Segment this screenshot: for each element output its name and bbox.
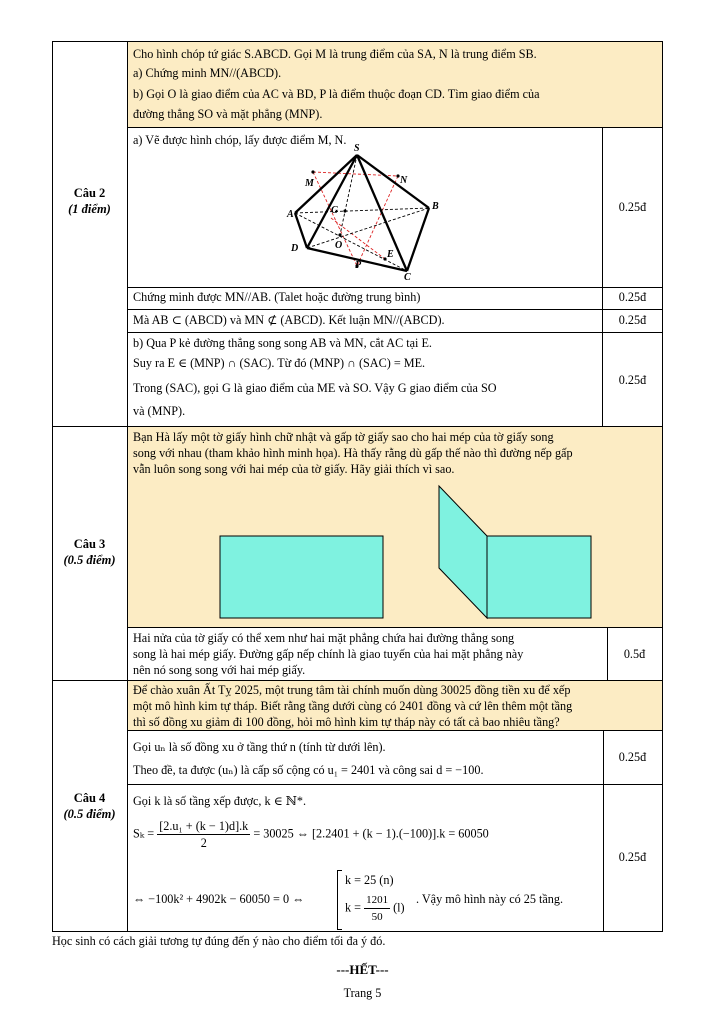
- cau4-problem-line1: Để chào xuân Ất Tỵ 2025, một trung tâm tài chính muốn dùng 30025 đồng tiền xu để xếp: [133, 683, 571, 697]
- cau4-r2-score: 0.25đ: [618, 850, 647, 864]
- cau2-problem-line1: Cho hình chóp tứ giác S.ABCD. Gọi M là trung điểm của SA, N là trung điểm SB.: [133, 47, 537, 61]
- quadratic-equation: ⇔ −100k² + 4902k − 60050 = 0 ⇔: [133, 892, 305, 906]
- cau4-r1-score: 0.25đ: [618, 750, 647, 764]
- paper-fold-figure: [210, 482, 690, 622]
- cau2-problem-line2: a) Chứng minh MN//(ABCD).: [133, 66, 282, 80]
- svg-text:C: C: [404, 272, 411, 283]
- cau2-row4-line3: Trong (SAC), gọi G là giao điểm của ME và SO. Vậy G giao điểm của SO: [133, 381, 497, 395]
- cau2-row4-line4: và (MNP).: [133, 404, 186, 418]
- svg-text:D: D: [291, 243, 299, 254]
- case-1: k = 25 (n): [345, 873, 394, 887]
- svg-text:P: P: [355, 260, 362, 271]
- cau2-problem-line4: đường thẳng SO và mặt phẳng (MNP).: [133, 107, 323, 121]
- cau2-row4-line2: Suy ra E ∈ (MNP) ∩ (SAC). Từ đó (MNP) ∩ (SAC) = ME.: [133, 356, 426, 370]
- case-2: k = $\frac{1201}{50}$ (l): [345, 894, 405, 923]
- cau3-answer-line1: Hai nửa của tờ giấy có thể xem như hai mặt phẳng chứa hai đường thẳng song: [133, 631, 515, 645]
- cau2-row4-line1: b) Qua P kẻ đường thẳng song song AB và MN, cắt AC tại E.: [133, 336, 432, 350]
- footer-note: Học sinh có cách giải tương tự đúng đến ý nào cho điểm tối đa ý đó.: [52, 934, 386, 948]
- cau3-answer-line2: song là hai mép giấy. Đường gấp nếp chính là giao tuyến của hai mặt phẳng này: [133, 647, 524, 661]
- svg-text:G: G: [331, 205, 339, 216]
- cau3-problem-line1: Bạn Hà lấy một tờ giấy hình chữ nhật và gấp tờ giấy sao cho hai mép của tờ giấy song: [133, 430, 554, 444]
- system-brace: [337, 870, 338, 930]
- cau3-problem-line2: song với nhau (tham khảo hình minh họa). Hà thấy rằng dù gấp thế nào thì đường nếp gấp: [133, 446, 573, 460]
- cau2-row2-score: 0.25đ: [618, 290, 647, 304]
- end-marker: ---HẾT---: [336, 962, 389, 977]
- svg-text:N: N: [400, 175, 408, 186]
- cau4-r2-line1: Gọi k là số tầng xếp được, k ∈ ℕ*.: [133, 794, 307, 808]
- cau2-label: Câu 2 (1 điểm): [68, 186, 111, 216]
- svg-text:S: S: [354, 143, 360, 154]
- cau4-r1-line2: Theo đề, ta được (uₙ) là cấp số cộng có u₁ = 2401 và công sai d = −100.: [133, 763, 484, 777]
- cau4-conclusion: . Vậy mô hình này có 25 tầng.: [416, 892, 564, 906]
- cau2-problem-line3: b) Gọi O là giao điểm của AC và BD, P là điểm thuộc đoạn CD. Tìm giao điểm của: [133, 87, 540, 101]
- cau2-row1-score: 0.25đ: [618, 200, 647, 214]
- cau2-row1-text: a) Vẽ được hình chóp, lấy được điểm M, N.: [133, 133, 347, 147]
- svg-text:E: E: [387, 249, 394, 260]
- svg-text:A: A: [287, 209, 294, 220]
- pyramid-figure: [283, 138, 463, 288]
- cau3-problem-line3: vẫn luôn song song với hai mép của tờ giấy. Hãy giải thích vì sao.: [133, 462, 455, 476]
- cau2-row2-text: Chứng minh được MN//AB. (Talet hoặc đường trung bình): [133, 290, 421, 304]
- cau3-label: Câu 3 (0.5 điểm): [63, 537, 116, 567]
- cau2-row3-score: 0.25đ: [618, 313, 647, 327]
- folded-paper-flap: [439, 486, 487, 618]
- cau4-problem-line3: thì số đồng xu giảm đi 100 đồng, hỏi mô hình kim tự tháp này có tất cả bao nhiêu tầng?: [133, 715, 560, 729]
- flat-paper: [220, 536, 383, 618]
- cau4-r1-line1: Gọi uₙ là số đồng xu ở tầng thứ n (tính từ dưới lên).: [133, 740, 386, 754]
- cau2-row4-score: 0.25đ: [618, 373, 647, 387]
- sum-formula: Sₖ = $\frac{\text{[2.u₁ + (k − 1)d].k}}{2}$ = 30025 ⇔ [2.2401 + (k − 1).(−100)].k = 60050: [133, 819, 489, 850]
- cau4-problem-line2: một mô hình kim tự tháp. Biết rằng tầng dưới cùng có 2401 đồng và cứ lên thêm một tầng: [133, 699, 573, 713]
- page-number: Trang 5: [343, 986, 382, 1000]
- svg-text:M: M: [305, 178, 314, 189]
- cau2-row3-text: Mà AB ⊂ (ABCD) và MN ⊄ (ABCD). Kết luận MN//(ABCD).: [133, 313, 445, 327]
- folded-paper-half: [487, 536, 591, 618]
- cau3-answer-line3: nên nó song song với hai mép giấy.: [133, 663, 306, 677]
- svg-text:O: O: [335, 240, 343, 251]
- cau3-score: 0.5đ: [623, 647, 646, 661]
- svg-text:B: B: [432, 201, 439, 212]
- cau4-label: Câu 4 (0.5 điểm): [63, 791, 116, 821]
